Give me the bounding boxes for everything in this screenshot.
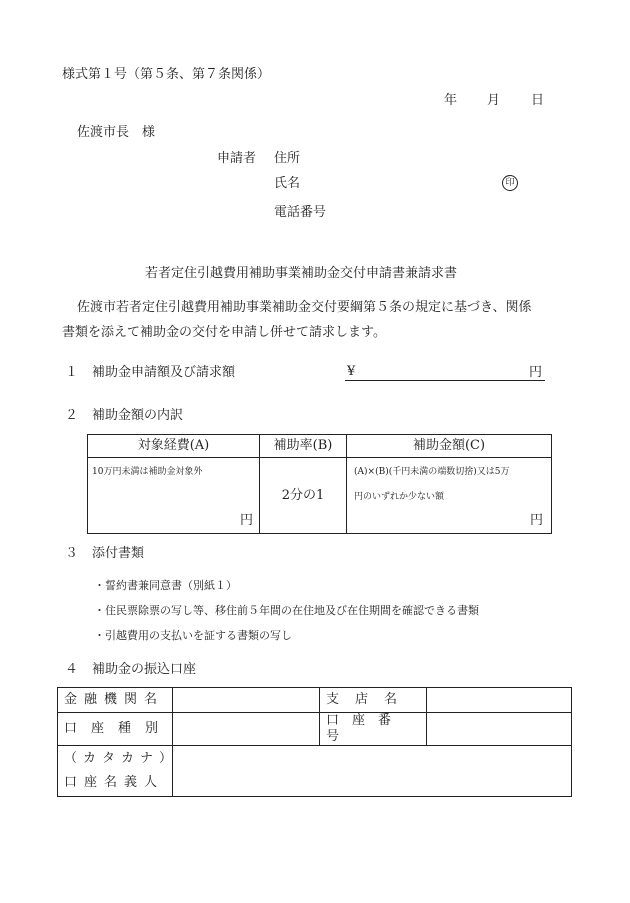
amount-currency: ¥ [347,364,356,379]
bank-name-label: 金融機関名 [58,688,173,713]
eligible-cost-note: 10万円未満は補助金対象外 [92,467,203,477]
account-holder-label-cell [58,746,179,797]
date-year-label: 年 [444,93,458,108]
eligible-cost-unit: 円 [239,513,253,528]
subsidy-rate-cell [260,458,347,534]
subsidy-breakdown-table [87,434,552,534]
account-type-field[interactable] [173,713,320,746]
subsidy-amount-cell[interactable] [347,458,552,534]
phone-label: 電話番号 [274,205,327,220]
amount-unit: 円 [529,365,543,380]
subsidy-amount-unit: 円 [529,513,543,528]
body-line-1: 佐渡市若者定住引越費用補助事業補助金交付要綱第５条の規定に基づき、関係 [77,300,532,315]
section-2-number: ２ [65,408,79,423]
attachment-item-3: ・引越費用の支払いを証する書類の写し [94,629,292,642]
date-month-label: 月 [487,93,501,108]
seal-mark: 印 [502,175,518,191]
section-2-label: 補助金額の内訳 [92,408,184,423]
header-eligible-cost: 対象経費(A) [88,435,260,458]
section-4-label: 補助金の振込口座 [92,662,197,677]
account-number-label: 口座番号 [320,713,427,746]
document-title: 若者定住引越費用補助事業補助金交付申請書兼請求書 [145,266,458,281]
form-number: 様式第１号（第５条、第７条関係） [62,67,271,82]
attachment-item-2: ・住民票除票の写し等、移住前５年間の在住地及び在住期間を確認できる書類 [94,604,479,617]
header-subsidy-amount: 補助金額(C) [347,435,552,458]
section-3-number: ３ [65,546,79,561]
eligible-cost-cell[interactable] [88,458,260,534]
body-line-2: 書類を添えて補助金の交付を申請し併せて請求します。 [62,325,386,340]
amount-field-line[interactable] [345,380,545,381]
header-subsidy-rate: 補助率(B) [260,435,347,458]
attachment-item-1: ・誓約書兼同意書（別紙１） [94,579,237,592]
section-3-label: 添付書類 [92,546,145,561]
kana-label: （カタカナ） [64,751,179,766]
subsidy-rate-value: 2分の1 [281,488,325,503]
account-holder-field[interactable] [173,746,572,797]
branch-label: 支店名 [320,688,427,713]
date-day-label: 日 [531,93,545,108]
branch-field[interactable] [427,688,572,713]
bank-name-field[interactable] [173,688,320,713]
address-label: 住所 [274,151,301,166]
section-4-number: ４ [65,662,79,677]
addressee: 佐渡市長 様 [77,125,156,140]
applicant-label: 申請者 [217,151,257,166]
subsidy-amount-note-2: 円のいずれか少ない額 [354,492,445,502]
account-type-label: 口座種別 [58,713,173,746]
name-label: 氏名 [274,176,301,191]
account-holder-label: 口座名義人 [64,775,165,790]
account-number-field[interactable] [427,713,572,746]
bank-account-table [57,687,572,797]
section-1-label: 補助金申請額及び請求額 [92,365,236,380]
section-1-number: １ [65,365,79,380]
subsidy-amount-note-1: (A)×(B)(千円未満の端数切捨)又は5万 [354,467,510,477]
